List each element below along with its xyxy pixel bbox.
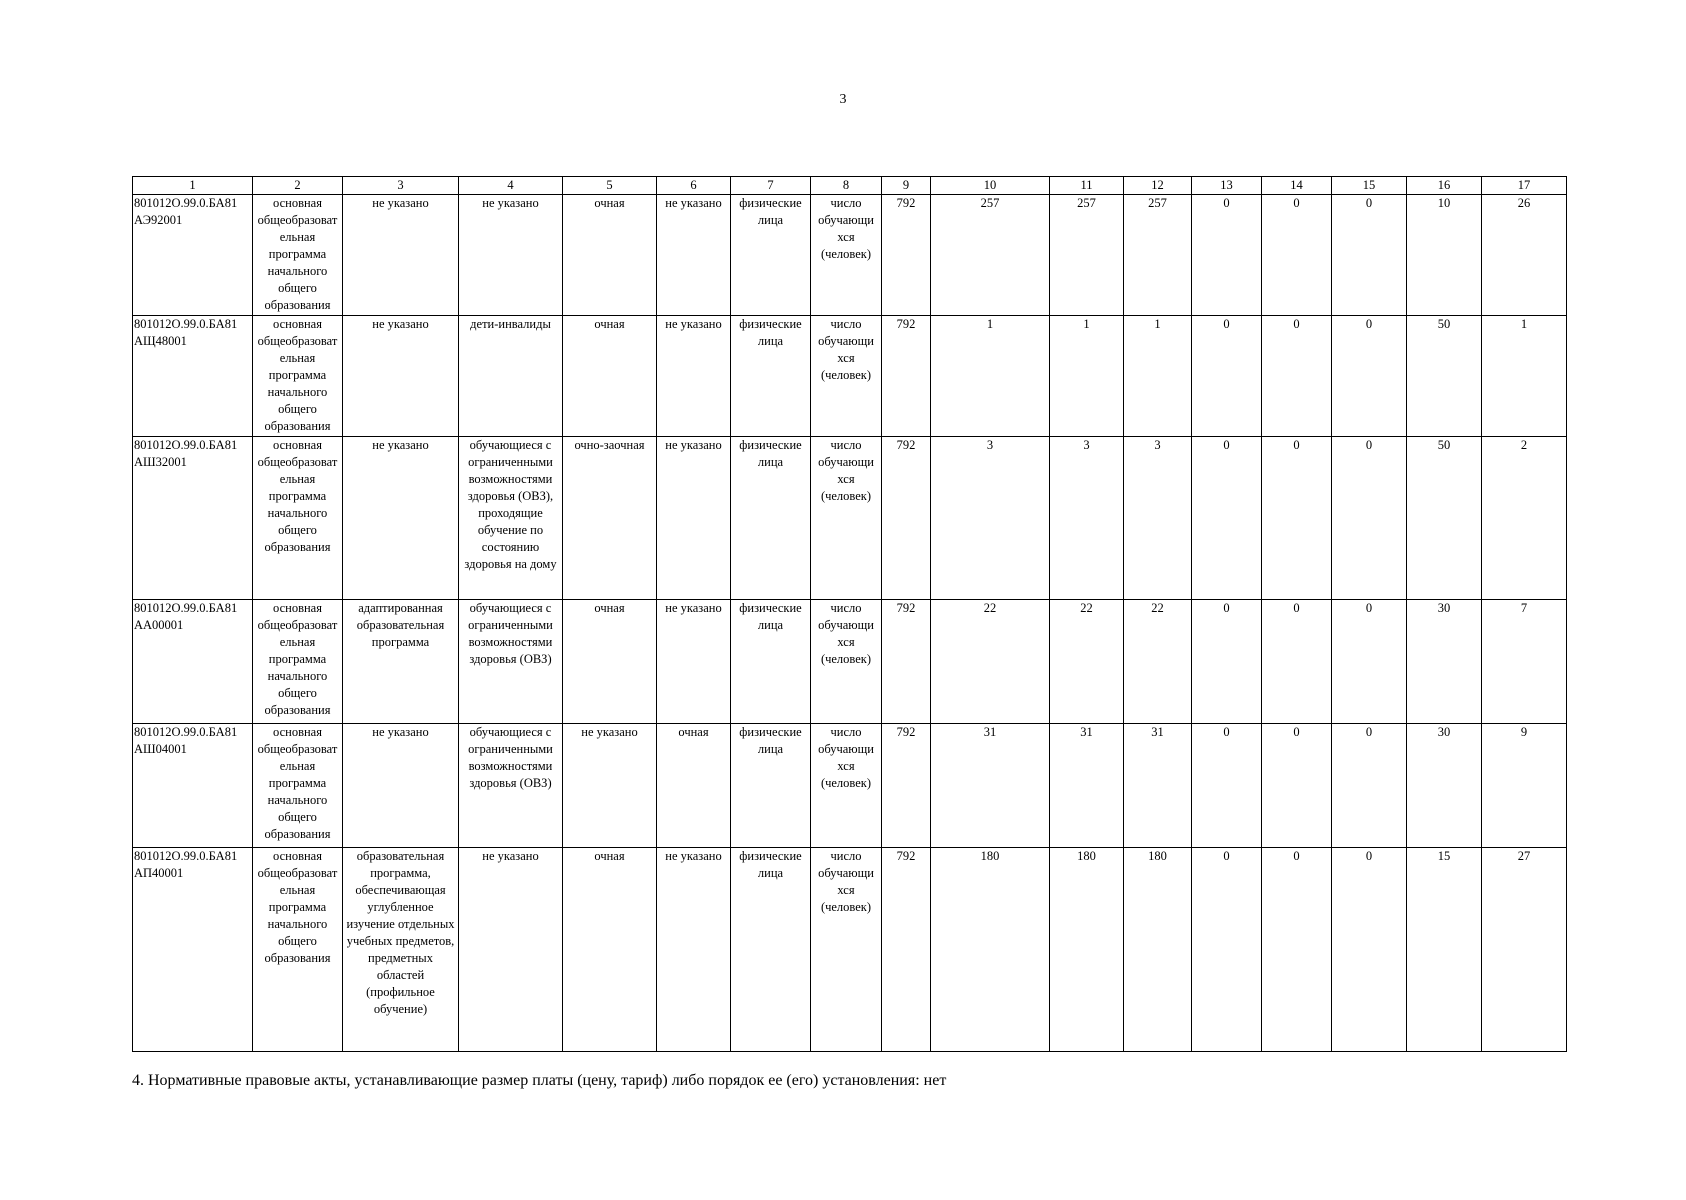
table-cell: физические лица	[731, 437, 811, 600]
column-number: 15	[1332, 177, 1407, 195]
column-number: 4	[459, 177, 563, 195]
table-cell: 180	[931, 848, 1050, 1052]
column-number: 7	[731, 177, 811, 195]
table-cell: 0	[1262, 195, 1332, 316]
column-number: 17	[1482, 177, 1567, 195]
table-cell: 792	[882, 600, 931, 724]
table-cell: не указано	[343, 437, 459, 600]
table-cell: очная	[563, 600, 657, 724]
table-cell: 10	[1407, 195, 1482, 316]
table-cell: основная общеобразоват ельная программа начального общего образования	[253, 600, 343, 724]
table-cell: не указано	[657, 437, 731, 600]
table-cell: не указано	[657, 848, 731, 1052]
table-cell: 0	[1332, 848, 1407, 1052]
table-cell: 0	[1332, 724, 1407, 848]
table-cell: 792	[882, 437, 931, 600]
table-cell: 50	[1407, 437, 1482, 600]
table-cell: число обучающи хся (человек)	[811, 848, 882, 1052]
table-cell: 0	[1262, 848, 1332, 1052]
table-cell: 22	[1050, 600, 1124, 724]
table-cell: 2	[1482, 437, 1567, 600]
table-cell: не указано	[563, 724, 657, 848]
services-table	[132, 176, 1567, 1052]
table-cell: 0	[1332, 195, 1407, 316]
table-cell: не указано	[343, 316, 459, 437]
column-number: 11	[1050, 177, 1124, 195]
table-cell: 26	[1482, 195, 1567, 316]
table-cell: 0	[1332, 600, 1407, 724]
registry-code-cell: 801012О.99.0.БА81 АЭ92001	[133, 195, 253, 316]
table-cell: 15	[1407, 848, 1482, 1052]
table-cell: 792	[882, 195, 931, 316]
column-number: 1	[133, 177, 253, 195]
column-number: 10	[931, 177, 1050, 195]
column-number: 8	[811, 177, 882, 195]
column-number: 12	[1124, 177, 1192, 195]
table-cell: 31	[1124, 724, 1192, 848]
table-cell: 22	[931, 600, 1050, 724]
table-row	[133, 724, 1567, 848]
table-cell: число обучающи хся (человек)	[811, 600, 882, 724]
table-cell: 1	[931, 316, 1050, 437]
column-number: 6	[657, 177, 731, 195]
table-cell: 257	[931, 195, 1050, 316]
table-cell: физические лица	[731, 724, 811, 848]
table-row	[133, 437, 1567, 600]
column-number: 2	[253, 177, 343, 195]
table-cell: 257	[1050, 195, 1124, 316]
table-cell: 1	[1050, 316, 1124, 437]
table-cell: 9	[1482, 724, 1567, 848]
table-cell: 3	[1124, 437, 1192, 600]
table-cell: 7	[1482, 600, 1567, 724]
table-cell: основная общеобразоват ельная программа начального общего образования	[253, 724, 343, 848]
table-cell: 30	[1407, 724, 1482, 848]
table-cell: 792	[882, 724, 931, 848]
registry-code-cell: 801012О.99.0.БА81 АА00001	[133, 600, 253, 724]
table-row	[133, 195, 1567, 316]
table-cell: очно-заочная	[563, 437, 657, 600]
table-cell: 30	[1407, 600, 1482, 724]
table-cell: очная	[563, 848, 657, 1052]
table-cell: основная общеобразоват ельная программа начального общего образования	[253, 195, 343, 316]
table-cell: 31	[931, 724, 1050, 848]
column-number: 3	[343, 177, 459, 195]
table-cell: физические лица	[731, 316, 811, 437]
table-row	[133, 316, 1567, 437]
table-cell: 792	[882, 316, 931, 437]
table-cell: не указано	[657, 316, 731, 437]
footnote-legal-acts: 4. Нормативные правовые акты, устанавливающие размер платы (цену, тариф) либо порядок ее (его) установления: нет	[132, 1072, 947, 1089]
table-cell: 3	[931, 437, 1050, 600]
table-cell: физические лица	[731, 848, 811, 1052]
table-cell: физические лица	[731, 600, 811, 724]
table-cell: 27	[1482, 848, 1567, 1052]
table-cell: 0	[1262, 724, 1332, 848]
table-cell: 31	[1050, 724, 1124, 848]
table-cell: очная	[563, 316, 657, 437]
table-cell: 0	[1262, 316, 1332, 437]
table-cell: 0	[1262, 600, 1332, 724]
table-cell: 0	[1192, 600, 1262, 724]
column-number: 16	[1407, 177, 1482, 195]
table-cell: число обучающи хся (человек)	[811, 437, 882, 600]
table-cell: не указано	[657, 195, 731, 316]
registry-code-cell: 801012О.99.0.БА81 АШ04001	[133, 724, 253, 848]
table-cell: 0	[1192, 848, 1262, 1052]
table-cell: 1	[1124, 316, 1192, 437]
table-cell: не указано	[343, 195, 459, 316]
table-cell: основная общеобразоват ельная программа начального общего образования	[253, 848, 343, 1052]
column-number: 5	[563, 177, 657, 195]
table-cell: обучающиеся с ограниченными возможностями здоровья (ОВЗ)	[459, 724, 563, 848]
table-cell: физические лица	[731, 195, 811, 316]
column-number-row	[133, 177, 1567, 195]
table-cell: 257	[1124, 195, 1192, 316]
table-cell: очная	[563, 195, 657, 316]
table-cell: не указано	[459, 195, 563, 316]
table-cell: 180	[1050, 848, 1124, 1052]
table-cell: число обучающи хся (человек)	[811, 316, 882, 437]
table-cell: адаптированная образовательная программа	[343, 600, 459, 724]
table-cell: не указано	[657, 600, 731, 724]
page-number: 3	[839, 92, 847, 107]
registry-code-cell: 801012О.99.0.БА81 АП40001	[133, 848, 253, 1052]
table-cell: 0	[1192, 316, 1262, 437]
table-cell: 0	[1262, 437, 1332, 600]
table-cell: 50	[1407, 316, 1482, 437]
table-cell: 22	[1124, 600, 1192, 724]
table-cell: 1	[1482, 316, 1567, 437]
table-cell: 0	[1192, 195, 1262, 316]
registry-code-cell: 801012О.99.0.БА81 АШ32001	[133, 437, 253, 600]
column-number: 14	[1262, 177, 1332, 195]
table-cell: не указано	[343, 724, 459, 848]
table-row	[133, 848, 1567, 1052]
table-cell: дети-инвалиды	[459, 316, 563, 437]
table-cell: очная	[657, 724, 731, 848]
table-cell: число обучающи хся (человек)	[811, 195, 882, 316]
table-cell: основная общеобразоват ельная программа начального общего образования	[253, 437, 343, 600]
table-cell: образовательная программа, обеспечивающая углубленное изучение отдельных учебных предметов, предметных областей (профильное обучение)	[343, 848, 459, 1052]
table-cell: не указано	[459, 848, 563, 1052]
table-cell: обучающиеся с ограниченными возможностями здоровья (ОВЗ), проходящие обучение по состоянию здоровья на дому	[459, 437, 563, 600]
table-cell: основная общеобразоват ельная программа начального общего образования	[253, 316, 343, 437]
table-cell: число обучающи хся (человек)	[811, 724, 882, 848]
table-cell: 180	[1124, 848, 1192, 1052]
table-cell: 3	[1050, 437, 1124, 600]
table-cell: обучающиеся с ограниченными возможностями здоровья (ОВЗ)	[459, 600, 563, 724]
table-cell: 792	[882, 848, 931, 1052]
table-cell: 0	[1332, 437, 1407, 600]
table-cell: 0	[1332, 316, 1407, 437]
table-cell: 0	[1192, 437, 1262, 600]
table-cell: 0	[1192, 724, 1262, 848]
registry-code-cell: 801012О.99.0.БА81 АЩ48001	[133, 316, 253, 437]
column-number: 9	[882, 177, 931, 195]
table-row	[133, 600, 1567, 724]
column-number: 13	[1192, 177, 1262, 195]
